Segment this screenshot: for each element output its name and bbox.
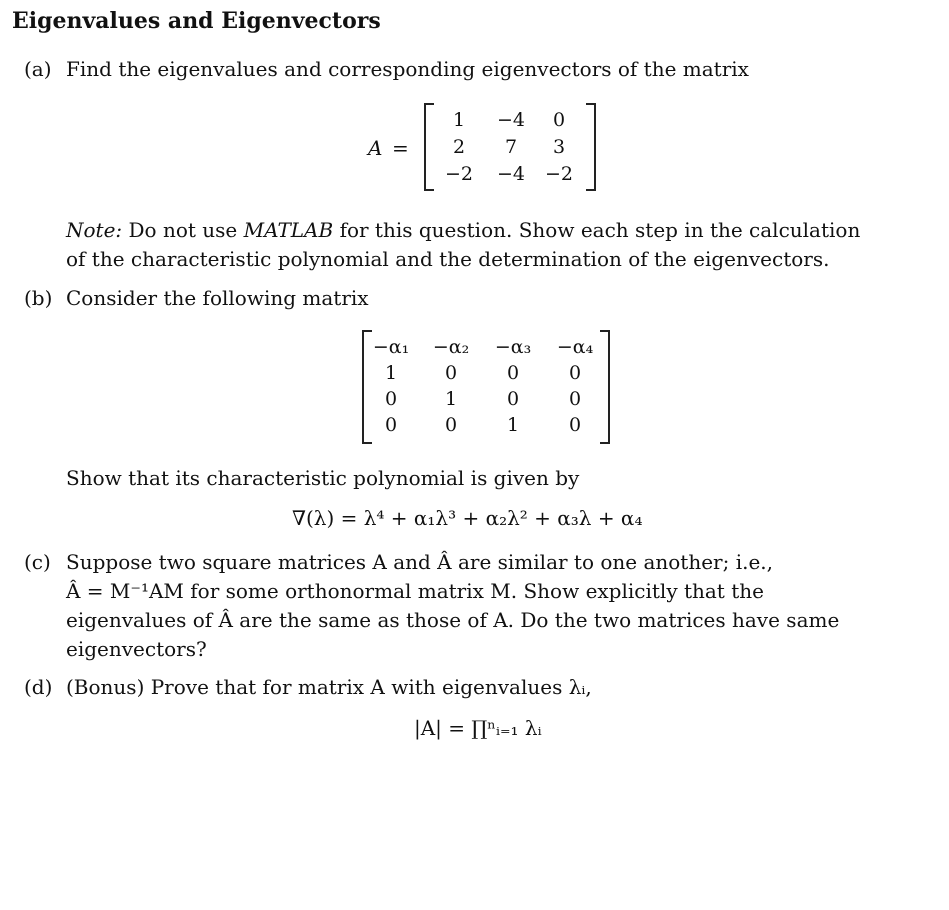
part-a-note [66, 218, 860, 242]
note-label: Note: [66, 218, 123, 242]
matrix-b-cell: 0 [568, 388, 582, 410]
matrix-a-cell: 1 [452, 109, 466, 131]
matrix-b-cell: 0 [384, 414, 398, 436]
part-c-line1: Suppose two square matrices A and Â are similar to one another; i.e., [66, 550, 774, 574]
matrix-b-cell: 1 [444, 388, 458, 410]
part-c-line2: Â = M⁻¹AM for some orthonormal matrix M. Show explicitly that the [66, 579, 764, 603]
matrix-a-cell: −2 [544, 163, 573, 185]
matrix-b-cell: 0 [506, 388, 520, 410]
characteristic-polynomial: ∇(λ) = λ⁴ + α₁λ³ + α₂λ² + α₃λ + α₄ [292, 506, 643, 530]
part-d-label: (d) [24, 675, 53, 699]
matrix-companion [362, 330, 610, 444]
page-title: Eigenvalues and Eigenvectors [12, 8, 381, 34]
part-b-text: Consider the following matrix [66, 286, 369, 310]
note-pre: Do not use [128, 218, 238, 242]
matrix-a-name: A [368, 136, 383, 160]
part-d-text: (Bonus) Prove that for matrix A with eigenvalues λᵢ, [66, 675, 592, 699]
matrix-b-cell: 0 [568, 362, 582, 384]
matrix-b-cell: 0 [444, 414, 458, 436]
matrix-a-cell: −2 [444, 163, 473, 185]
determinant-formula: |A| = ∏ⁿᵢ₌₁ λᵢ [414, 716, 542, 740]
matrix-b-cell: −α₂ [432, 336, 470, 358]
matrix-a-cell: 0 [552, 109, 566, 131]
matrix-b-cell: −α₁ [372, 336, 410, 358]
matrix-a-cell: 7 [504, 136, 518, 158]
part-c-line3: eigenvalues of Â are the same as those of A. Do the two matrices have same [66, 608, 840, 632]
matrix-b-cell: 0 [444, 362, 458, 384]
matrix-a [424, 103, 596, 191]
part-c-label: (c) [24, 550, 51, 574]
note-emphasis: MATLAB [243, 218, 334, 242]
part-a-note-line2: of the characteristic polynomial and the determination of the eigenvectors. [66, 247, 830, 271]
matrix-b-cell: 0 [384, 388, 398, 410]
matrix-a-cell: −4 [496, 109, 525, 131]
matrix-b-cell: 0 [568, 414, 582, 436]
matrix-a-cell: 2 [452, 136, 466, 158]
matrix-b-cell: −α₄ [556, 336, 594, 358]
matrix-b-cell: 1 [506, 414, 520, 436]
matrix-a-cell: 3 [552, 136, 566, 158]
note-post: for this question. Show each step in the calculation [339, 218, 861, 242]
part-a-text: Find the eigenvalues and corresponding eigenvectors of the matrix [66, 57, 749, 81]
matrix-b-cell: −α₃ [494, 336, 532, 358]
part-c-line4: eigenvectors? [66, 637, 207, 661]
matrix-a-equals: = [392, 136, 409, 160]
matrix-a-cell: −4 [496, 163, 525, 185]
part-b-show-text: Show that its characteristic polynomial is given by [66, 466, 580, 490]
matrix-b-cell: 1 [384, 362, 398, 384]
part-a-label: (a) [24, 57, 52, 81]
part-b-label: (b) [24, 286, 53, 310]
matrix-b-cell: 0 [506, 362, 520, 384]
